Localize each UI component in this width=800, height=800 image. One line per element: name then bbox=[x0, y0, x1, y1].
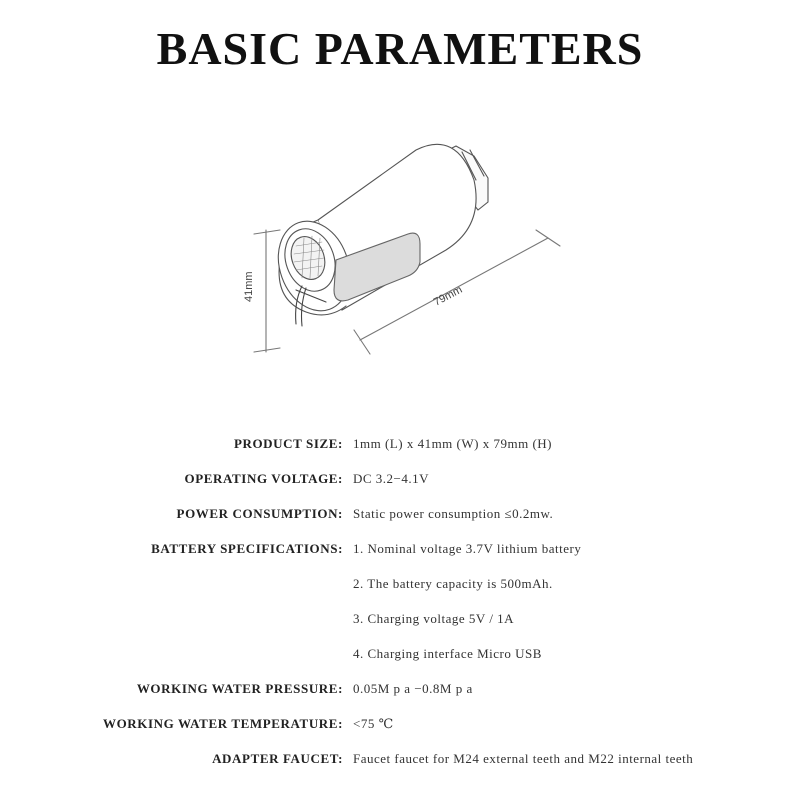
spec-row-power-consumption bbox=[0, 506, 800, 528]
product-dimension-drawing bbox=[230, 130, 570, 370]
spec-label: BATTERY SPECIFICATIONS: bbox=[151, 541, 343, 556]
spec-label: POWER CONSUMPTION: bbox=[176, 506, 343, 521]
length-dimension-label: 79mm bbox=[431, 283, 465, 309]
spec-value: 4. Charging interface Micro USB bbox=[353, 646, 542, 661]
height-dimension-label: 41mm bbox=[243, 271, 255, 302]
spec-label: PRODUCT SIZE: bbox=[233, 436, 343, 451]
spec-label: OPERATING VOLTAGE: bbox=[184, 471, 343, 486]
spec-row-water-temperature bbox=[0, 716, 800, 738]
spec-value: Static power consumption ≤0.2mw. bbox=[353, 506, 554, 521]
faucet-sensor-illustration bbox=[230, 130, 570, 370]
spec-value: Faucet faucet for M24 external teeth and M22 internal teeth bbox=[353, 751, 694, 766]
spec-row-charging-interface bbox=[0, 646, 800, 668]
spec-label: WORKING WATER TEMPERATURE: bbox=[103, 716, 343, 731]
spec-value: DC 3.2−4.1V bbox=[353, 471, 430, 486]
spec-row-operating-voltage bbox=[0, 471, 800, 493]
spec-value: 1mm (L) x 41mm (W) x 79mm (H) bbox=[353, 436, 552, 451]
spec-row-battery-specifications bbox=[0, 541, 800, 563]
spec-value: 0.05M p a −0.8M p a bbox=[353, 681, 473, 696]
spec-label: WORKING WATER PRESSURE: bbox=[136, 681, 343, 696]
spec-row-adapter-faucet bbox=[0, 751, 800, 773]
spec-value: 2. The battery capacity is 500mAh. bbox=[353, 576, 553, 591]
spec-row-battery-capacity bbox=[0, 576, 800, 598]
spec-row-water-pressure bbox=[0, 681, 800, 703]
spec-row-product-size bbox=[0, 436, 800, 458]
page-title: BASIC PARAMETERS bbox=[156, 23, 644, 74]
spec-label: ADAPTER FAUCET: bbox=[212, 751, 343, 766]
spec-row-charging-voltage bbox=[0, 611, 800, 633]
spec-value: 3. Charging voltage 5V / 1A bbox=[353, 611, 515, 626]
spec-value: <75 ℃ bbox=[353, 716, 394, 731]
spec-value: 1. Nominal voltage 3.7V lithium battery bbox=[353, 541, 582, 556]
